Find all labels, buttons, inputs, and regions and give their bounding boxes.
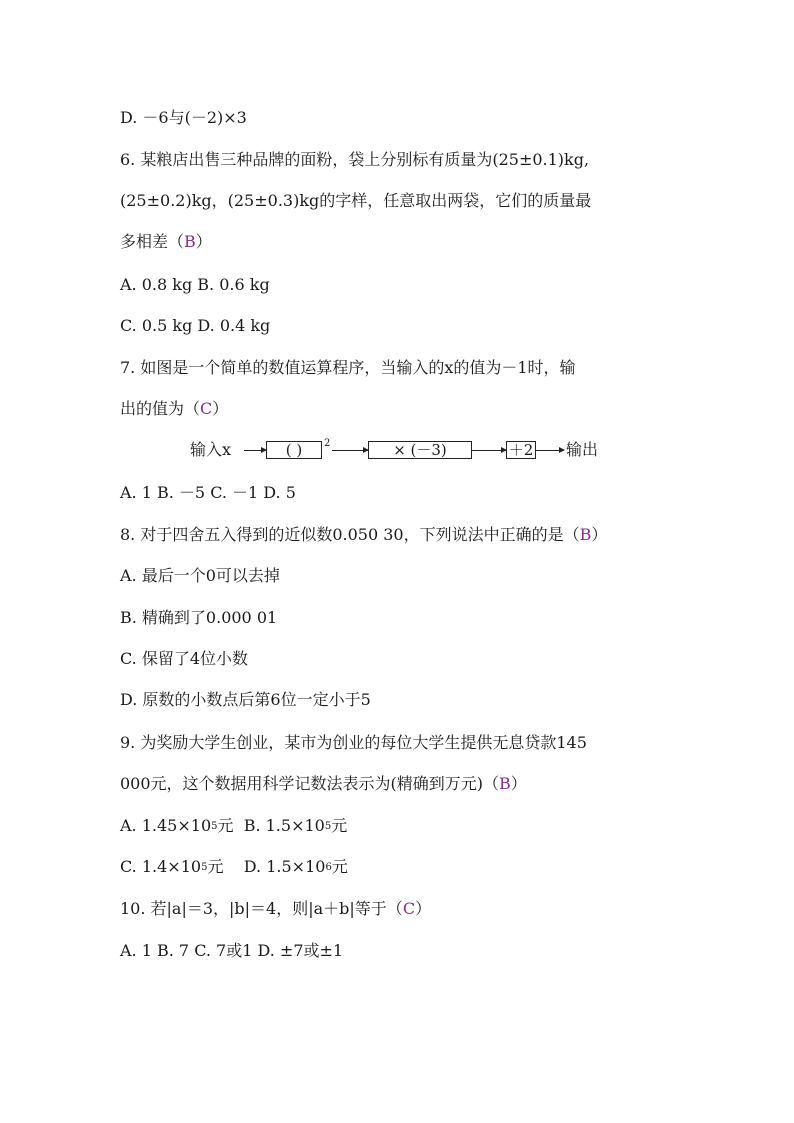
q9-option-d-unit: 元 <box>331 857 348 876</box>
flow-box-square <box>266 441 322 459</box>
flow-box-square-text: ( ) <box>285 441 303 459</box>
q7-answer: C <box>200 399 213 418</box>
q6-options-row1: A. 0.8 kg B. 0.6 kg <box>120 275 270 294</box>
q8-option-b: B. 精确到了0.000 01 <box>120 608 278 627</box>
q7-options: A. 1 B. －5 C. －1 D. 5 <box>120 483 296 502</box>
q6-stem-line1: 6. 某粮店出售三种品牌的面粉，袋上分别标有质量为(25±0.1)kg, <box>120 150 590 169</box>
q7-stem-line1: 7. 如图是一个简单的数值运算程序，当输入的x的值为－1时，输 <box>120 358 576 377</box>
q8-stem-line1 <box>120 525 607 545</box>
q9-option-b: B. 1.5×10 <box>233 816 325 835</box>
q6-answer: B <box>184 232 196 251</box>
flow-box-multiply: × (－3) <box>368 441 472 459</box>
q9-option-c: C. 1.4×10 <box>120 857 202 876</box>
q6-stem-text: 多相差（ <box>120 232 185 251</box>
flow-arrow-3 <box>472 450 506 451</box>
q9-close-paren: ） <box>510 774 527 793</box>
q9-option-c-unit: 元 <box>207 857 224 876</box>
q9-answer: B <box>499 774 511 793</box>
flow-arrow-1 <box>244 450 266 451</box>
q6-options-row2: C. 0.5 kg D. 0.4 kg <box>120 316 271 335</box>
flow-arrow-4 <box>536 450 564 451</box>
flow-arrow-2 <box>332 450 368 451</box>
q6-stem-line3 <box>120 232 212 252</box>
q6-close-paren: ） <box>195 232 212 251</box>
q10-answer: C <box>402 899 416 918</box>
q9-option-b-exponent: 5 <box>324 821 332 832</box>
q10-options: A. 1 B. 7 C. 7或1 D. ±7或±1 <box>120 941 344 960</box>
q10-close-paren: ） <box>415 899 432 918</box>
q7-stem-text: 出的值为（ <box>120 399 201 418</box>
q9-options-row1 <box>120 816 347 836</box>
q10-stem-text: 10. 若|a|＝3，|b|＝4，则|a＋b|等于（ <box>120 899 403 918</box>
q5-option-d: D. －6与(－2)×3 <box>120 108 247 127</box>
flow-output-label: 输出 <box>566 440 599 459</box>
q8-option-d: D. 原数的小数点后第6位一定小于5 <box>120 690 371 709</box>
q9-option-d-exponent: 6 <box>325 862 332 873</box>
q9-stem-text: 000元，这个数据用科学记数法表示为(精确到万元)（ <box>120 774 500 793</box>
q9-option-c-exponent: 5 <box>201 862 208 873</box>
q7-stem-line2 <box>120 399 228 419</box>
q9-stem-line2 <box>120 774 527 794</box>
q8-answer: B <box>579 525 592 544</box>
q7-close-paren: ） <box>212 399 229 418</box>
q8-close-paren: ） <box>591 525 608 544</box>
q6-stem-line2: (25±0.2)kg，(25±0.3)kg的字样，任意取出两袋，它们的质量最 <box>120 191 592 210</box>
q9-option-a-unit: 元 <box>217 816 234 835</box>
q9-option-b-unit: 元 <box>331 816 348 835</box>
q9-options-row2 <box>120 857 348 877</box>
q9-option-a-exponent: 5 <box>211 821 218 832</box>
flow-box-add: ＋2 <box>506 441 536 459</box>
q9-option-d: D. 1.5×10 <box>223 857 326 876</box>
q9-option-a: A. 1.45×10 <box>120 816 212 835</box>
flow-input-label: 输入x <box>190 440 232 459</box>
q8-option-a: A. 最后一个0可以去掉 <box>120 566 280 585</box>
q8-stem-text: 8. 对于四舍五入得到的近似数0.050 30，下列说法中正确的是（ <box>120 525 580 544</box>
q8-option-c: C. 保留了4位小数 <box>120 649 249 668</box>
q10-stem-line1 <box>120 899 431 919</box>
q9-stem-line1: 9. 为奖励大学生创业，某市为创业的每位大学生提供无息贷款145 <box>120 733 587 752</box>
